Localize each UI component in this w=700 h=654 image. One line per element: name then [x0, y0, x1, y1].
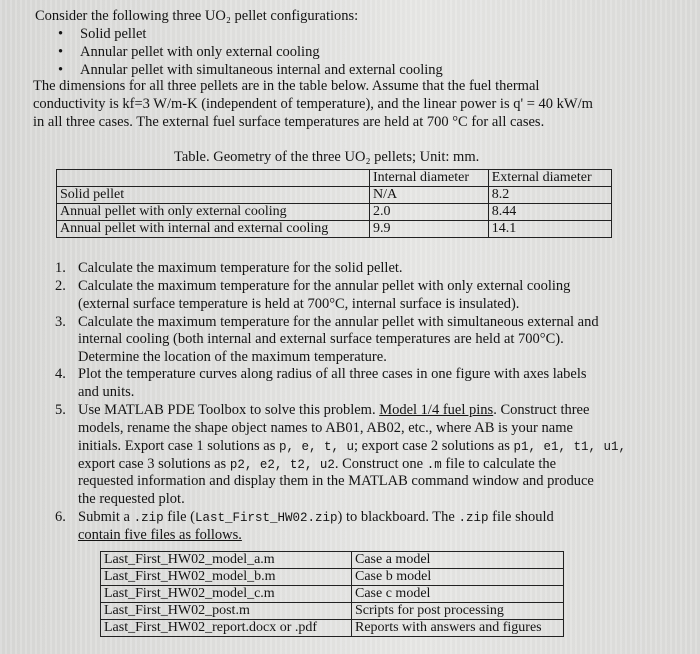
underlined-text: contain five files as follows.: [78, 527, 242, 543]
question-number: 3.: [55, 314, 66, 330]
cell: Annual pellet with internal and external cooling: [57, 221, 370, 238]
question-text: [78, 527, 242, 543]
table-row: [57, 187, 612, 204]
table-caption: Table. Geometry of the three UO₂ pellets; Unit: mm.: [174, 149, 480, 165]
file-description-cell: Case c model: [352, 586, 564, 603]
file-description-cell: Reports with answers and figures: [352, 620, 564, 637]
question-text: (external surface temperature is held at 700°C, internal surface is insulated).: [78, 296, 520, 312]
cell: 8.44: [488, 204, 611, 221]
file-name-cell: Last_First_HW02_model_c.m: [101, 586, 352, 603]
question-number: 6.: [55, 509, 66, 525]
bullet-item: Solid pellet: [80, 26, 147, 42]
text-span: initials. Export case 1 solutions as: [78, 438, 279, 454]
table-row: [101, 586, 564, 603]
file-description-cell: Case b model: [352, 569, 564, 586]
bullet-icon: •: [58, 62, 64, 78]
code-span: p2, e2, t2, u2: [229, 458, 335, 472]
bullet-icon: •: [58, 44, 64, 60]
question-text: internal cooling (both internal and external surface temperatures are held at 700°C).: [78, 331, 564, 347]
table-row: [101, 569, 564, 586]
files-table: [100, 551, 564, 637]
text-span: ; export case 2 solutions as: [353, 438, 514, 454]
intro-paragraph-line: in all three cases. The external fuel surface temperatures are held at 700 °C for all cases.: [33, 114, 545, 130]
question-number: 4.: [55, 366, 66, 382]
text-span: . Construct three: [493, 402, 590, 418]
file-name-cell: Last_First_HW02_report.docx or .pdf: [101, 620, 352, 637]
cell: 2.0: [370, 204, 489, 221]
text-span: file should: [488, 509, 554, 525]
header-cell: Internal diameter: [370, 170, 489, 187]
text-span: Submit a: [78, 509, 134, 525]
text-span: . Construct one: [334, 456, 427, 472]
cell: 9.9: [370, 221, 489, 238]
question-number: 2.: [55, 278, 66, 294]
code-span: .zip: [458, 511, 489, 525]
question-text: Plot the temperature curves along radius of all three cases in one figure with axes labels: [78, 366, 587, 382]
cell: Solid pellet: [57, 187, 370, 204]
question-text: requested information and display them in the MATLAB command window and produce: [78, 473, 594, 489]
code-span: .zip: [133, 511, 164, 525]
table-header-row: [57, 170, 612, 187]
question-number: 5.: [55, 402, 66, 418]
question-text: models, rename the shape object names to AB01, AB02, etc., where AB is your name: [78, 420, 573, 436]
table-row: [101, 552, 564, 569]
text-span: ) to blackboard. The: [337, 509, 459, 525]
file-name-cell: Last_First_HW02_post.m: [101, 603, 352, 620]
underlined-text: Model 1/4 fuel pins: [379, 402, 494, 418]
question-text: Calculate the maximum temperature for the annular pellet with only external cooling: [78, 278, 571, 294]
text-span: export case 3 solutions as: [78, 456, 230, 472]
file-description-cell: Case a model: [352, 552, 564, 569]
question-text: [78, 509, 554, 526]
table-row: [101, 620, 564, 637]
question-text: and units.: [78, 384, 135, 400]
question-text: the requested plot.: [78, 491, 185, 507]
table-row: [57, 204, 612, 221]
question-text: [78, 402, 589, 418]
bullet-item: Annular pellet with only external cooling: [80, 44, 320, 60]
text-span: file (: [163, 509, 196, 525]
question-number: 1.: [55, 260, 66, 276]
intro-paragraph-line: conductivity is kf=3 W/m-K (independent of temperature), and the linear power is q' = 40 kW/m: [33, 96, 593, 112]
cell: N/A: [370, 187, 489, 204]
intro-heading: Consider the following three UO₂ pellet configurations:: [35, 8, 359, 24]
file-name-cell: Last_First_HW02_model_b.m: [101, 569, 352, 586]
code-span: p, e, t, u: [278, 440, 354, 454]
code-span: .m: [426, 458, 442, 472]
question-text: Determine the location of the maximum temperature.: [78, 349, 387, 365]
question-text: Calculate the maximum temperature for the solid pellet.: [78, 260, 403, 276]
header-cell: [57, 170, 370, 187]
code-span: p1, e1, t1, u1,: [513, 440, 626, 454]
question-text: [78, 456, 556, 473]
intro-paragraph-line: The dimensions for all three pellets are in the table below. Assume that the fuel thermal: [33, 78, 540, 94]
cell: Annual pellet with only external cooling: [57, 204, 370, 221]
file-description-cell: Scripts for post processing: [352, 603, 564, 620]
header-cell: External diameter: [488, 170, 611, 187]
cell: 8.2: [488, 187, 611, 204]
bullet-item: Annular pellet with simultaneous internal and external cooling: [80, 62, 443, 78]
table-row: [57, 221, 612, 238]
table-row: [101, 603, 564, 620]
question-text: Calculate the maximum temperature for the annular pellet with simultaneous external and: [78, 314, 599, 330]
geometry-table: [56, 169, 612, 238]
cell: 14.1: [488, 221, 611, 238]
question-text: [78, 438, 626, 455]
text-span: file to calculate the: [441, 456, 557, 472]
bullet-icon: •: [58, 26, 64, 42]
file-name-cell: Last_First_HW02_model_a.m: [101, 552, 352, 569]
code-span: Last_First_HW02.zip: [195, 511, 338, 525]
text-span: Use MATLAB PDE Toolbox to solve this problem.: [78, 402, 380, 418]
